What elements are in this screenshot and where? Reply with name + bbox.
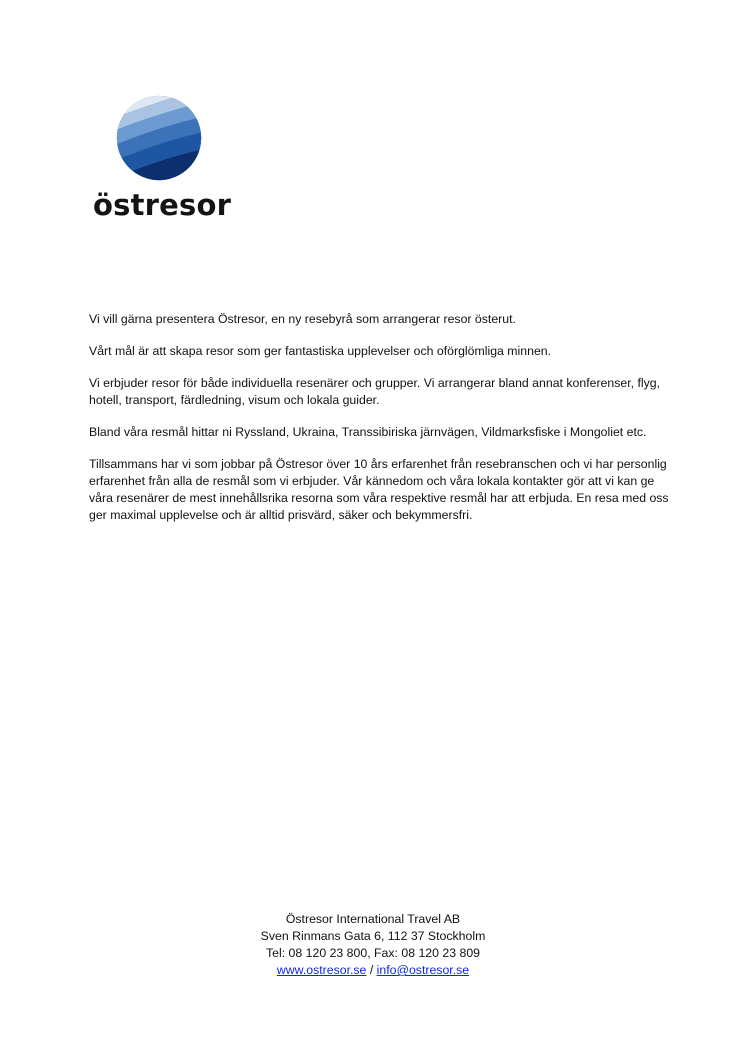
footer-company: Östresor International Travel AB: [285, 912, 461, 926]
footer-phone: Tel: 08 120 23 800, Fax: 08 120 23 809: [266, 946, 480, 960]
footer-address: Sven Rinmans Gata 6, 112 37 Stockholm: [260, 929, 486, 943]
paragraph-intro: Vi vill gärna presentera Östresor, en ny resebyrå som arrangerar resor österut.: [89, 312, 516, 326]
paragraph-goal: Vårt mål är att skapa resor som ger fantastiska upplevelser och oförglömliga minnen.: [89, 344, 552, 358]
email-link[interactable]: info@ostresor.se: [376, 963, 470, 977]
letter-body: [89, 311, 669, 539]
globe-logo-icon: [116, 95, 202, 181]
footer-links: [0, 962, 746, 979]
company-wordmark: östresor: [93, 188, 232, 222]
website-link[interactable]: www.ostresor.se: [276, 963, 367, 977]
footer: [0, 911, 746, 979]
paragraph-destinations: Bland våra resmål hittar ni Ryssland, Ukraina, Transsibiriska järnvägen, Vildmarksfiske i Mongoliet etc.: [89, 425, 647, 439]
paragraph-experience: Tillsammans har vi som jobbar på Östresor över 10 års erfarenhet från resebranschen och vi har personlig erfarenhet från alla de resmål som vi erbjuder. Vår kännedom och våra lokala kontakter gör att vi kan ge våra resenärer de mest innehållsrika resorna som våra respektive resmål har att erbjuda. En resa med oss ger maximal upplevelse och är alltid prisvärd, säker och bekymmersfri.: [89, 457, 669, 522]
paragraph-services: Vi erbjuder resor för både individuella resenärer och grupper. Vi arrangerar bland annat konferenser, flyg, hotell, transport, färdledning, visum och lokala guider.: [89, 376, 661, 407]
footer-separator: /: [366, 963, 377, 977]
